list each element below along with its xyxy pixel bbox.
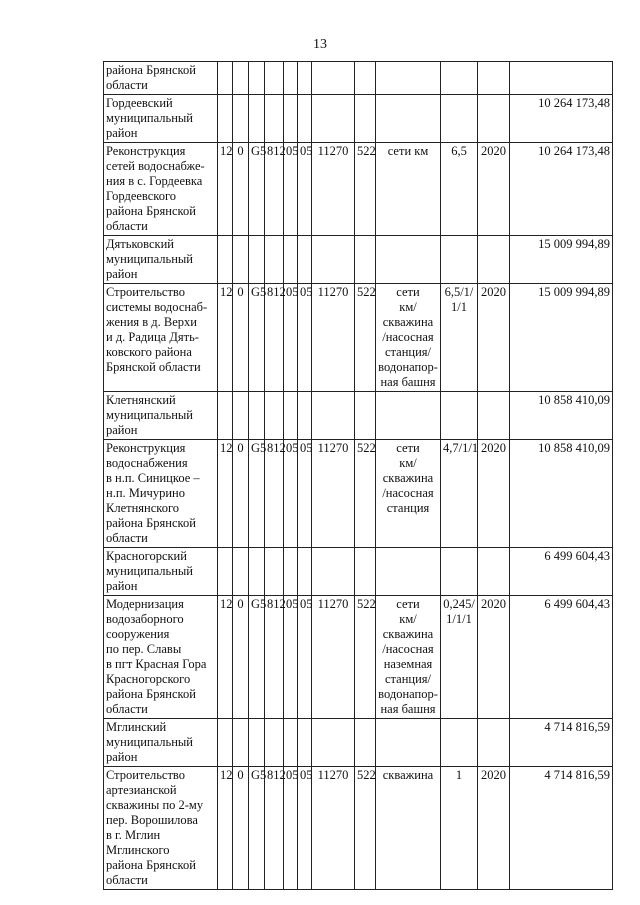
object-type-cell: сети км: [376, 143, 441, 236]
code-expense-type-cell: [355, 719, 376, 767]
code-subprogram-cell: [233, 62, 249, 95]
code-expense-type-cell: [355, 548, 376, 596]
code-project-cell: [249, 392, 265, 440]
code-program-cell: [218, 236, 233, 284]
amount-cell: 10 264 173,48: [510, 95, 613, 143]
object-type-cell: [376, 236, 441, 284]
code-subprogram-cell: [233, 548, 249, 596]
code-subsection-cell: 05: [298, 440, 312, 548]
code-direction-cell: [312, 392, 355, 440]
code-project-cell: G5: [249, 284, 265, 392]
object-type-cell: [376, 548, 441, 596]
project-row: [104, 440, 613, 548]
code-direction-cell: [312, 548, 355, 596]
code-expense-type-cell: [355, 95, 376, 143]
capacity-cell: 6,5/1/ 1/1: [441, 284, 478, 392]
code-subsection-cell: [298, 62, 312, 95]
code-program-cell: 12: [218, 143, 233, 236]
code-subprogram-cell: 0: [233, 767, 249, 890]
code-gr-cell: 812: [265, 596, 284, 719]
budget-table: [103, 61, 613, 890]
district-row: [104, 95, 613, 143]
code-gr-cell: [265, 392, 284, 440]
code-expense-type-cell: [355, 62, 376, 95]
district-row: [104, 392, 613, 440]
object-type-cell: [376, 62, 441, 95]
code-gr-cell: [265, 62, 284, 95]
project-row: [104, 284, 613, 392]
code-subsection-cell: [298, 719, 312, 767]
code-project-cell: [249, 236, 265, 284]
code-program-cell: 12: [218, 440, 233, 548]
code-program-cell: 12: [218, 284, 233, 392]
code-subsection-cell: [298, 548, 312, 596]
code-subsection-cell: [298, 95, 312, 143]
amount-cell: 15 009 994,89: [510, 284, 613, 392]
district-row: [104, 236, 613, 284]
code-expense-type-cell: 522: [355, 440, 376, 548]
capacity-cell: 4,7/1/1: [441, 440, 478, 548]
code-direction-cell: [312, 62, 355, 95]
capacity-cell: [441, 236, 478, 284]
code-gr-cell: 812: [265, 767, 284, 890]
item-name-cell: Красногорский муниципальный район: [104, 548, 218, 596]
code-project-cell: [249, 95, 265, 143]
district-row: [104, 548, 613, 596]
code-section-cell: 05: [284, 440, 298, 548]
code-subprogram-cell: 0: [233, 143, 249, 236]
code-expense-type-cell: 522: [355, 596, 376, 719]
code-subprogram-cell: 0: [233, 440, 249, 548]
code-program-cell: [218, 62, 233, 95]
year-cell: [478, 548, 510, 596]
page-number: 13: [313, 37, 327, 52]
amount-cell: 15 009 994,89: [510, 236, 613, 284]
code-direction-cell: 11270: [312, 767, 355, 890]
code-gr-cell: 812: [265, 143, 284, 236]
code-section-cell: 05: [284, 284, 298, 392]
code-program-cell: [218, 95, 233, 143]
amount-cell: 4 714 816,59: [510, 767, 613, 890]
code-subprogram-cell: [233, 95, 249, 143]
code-section-cell: [284, 392, 298, 440]
project-row: [104, 143, 613, 236]
code-expense-type-cell: 522: [355, 143, 376, 236]
year-cell: 2020: [478, 596, 510, 719]
code-project-cell: [249, 62, 265, 95]
object-type-cell: сети км/скважина /насосная наземная станция/ водонапор- ная башня: [376, 596, 441, 719]
code-gr-cell: [265, 95, 284, 143]
code-direction-cell: [312, 236, 355, 284]
code-subprogram-cell: [233, 392, 249, 440]
code-expense-type-cell: [355, 236, 376, 284]
amount-cell: 6 499 604,43: [510, 548, 613, 596]
year-cell: 2020: [478, 440, 510, 548]
item-name-cell: Реконструкция водоснабжения в н.п. Синицкое – н.п. Мичурино Клетнянского района Брянской области: [104, 440, 218, 548]
code-program-cell: 12: [218, 767, 233, 890]
code-program-cell: [218, 548, 233, 596]
amount-cell: 10 858 410,09: [510, 392, 613, 440]
item-name-cell: Мглинский муниципальный район: [104, 719, 218, 767]
code-gr-cell: [265, 548, 284, 596]
code-expense-type-cell: 522: [355, 767, 376, 890]
code-gr-cell: [265, 719, 284, 767]
code-subsection-cell: 05: [298, 143, 312, 236]
code-section-cell: [284, 95, 298, 143]
object-type-cell: сети км/скважина /насосная станция/ водонапор- ная башня: [376, 284, 441, 392]
year-cell: [478, 719, 510, 767]
code-direction-cell: [312, 719, 355, 767]
code-subsection-cell: 05: [298, 284, 312, 392]
object-type-cell: [376, 719, 441, 767]
code-gr-cell: [265, 236, 284, 284]
year-cell: 2020: [478, 767, 510, 890]
capacity-cell: 0,245/ 1/1/1: [441, 596, 478, 719]
code-section-cell: 05: [284, 767, 298, 890]
code-direction-cell: 11270: [312, 143, 355, 236]
code-gr-cell: 812: [265, 440, 284, 548]
code-expense-type-cell: [355, 392, 376, 440]
code-program-cell: [218, 719, 233, 767]
year-cell: 2020: [478, 284, 510, 392]
code-subprogram-cell: 0: [233, 596, 249, 719]
code-gr-cell: 812: [265, 284, 284, 392]
item-name-cell: Модернизация водозаборного сооружения по пер. Славы в пгт Красная Гора Красногорского района Брянской области: [104, 596, 218, 719]
code-subsection-cell: [298, 236, 312, 284]
year-cell: [478, 236, 510, 284]
code-subprogram-cell: [233, 719, 249, 767]
code-section-cell: [284, 236, 298, 284]
code-subprogram-cell: [233, 236, 249, 284]
code-project-cell: G5: [249, 596, 265, 719]
project-row: [104, 767, 613, 890]
item-name-cell: Строительство системы водоснаб- жения в д. Верхи и д. Радица Дять- ковского района Брянской области: [104, 284, 218, 392]
project-row: [104, 596, 613, 719]
capacity-cell: 6,5: [441, 143, 478, 236]
code-section-cell: [284, 548, 298, 596]
code-project-cell: [249, 548, 265, 596]
code-project-cell: G5: [249, 767, 265, 890]
code-section-cell: 05: [284, 143, 298, 236]
amount-cell: 6 499 604,43: [510, 596, 613, 719]
code-section-cell: 05: [284, 596, 298, 719]
amount-cell: 10 264 173,48: [510, 143, 613, 236]
code-project-cell: G5: [249, 143, 265, 236]
year-cell: 2020: [478, 143, 510, 236]
item-name-cell: Дятьковский муниципальный район: [104, 236, 218, 284]
capacity-cell: 1: [441, 767, 478, 890]
object-type-cell: сети км/скважина /насосная станция: [376, 440, 441, 548]
code-section-cell: [284, 62, 298, 95]
object-type-cell: [376, 95, 441, 143]
code-project-cell: [249, 719, 265, 767]
item-name-cell: района Брянской области: [104, 62, 218, 95]
code-program-cell: 12: [218, 596, 233, 719]
year-cell: [478, 392, 510, 440]
item-name-cell: Гордеевский муниципальный район: [104, 95, 218, 143]
code-subprogram-cell: 0: [233, 284, 249, 392]
item-name-cell: Реконструкция сетей водоснабже- ния в с. Гордеевка Гордеевского района Брянской области: [104, 143, 218, 236]
year-cell: [478, 62, 510, 95]
amount-cell: 4 714 816,59: [510, 719, 613, 767]
capacity-cell: [441, 62, 478, 95]
code-subsection-cell: 05: [298, 767, 312, 890]
object-type-cell: [376, 392, 441, 440]
code-project-cell: G5: [249, 440, 265, 548]
capacity-cell: [441, 548, 478, 596]
code-direction-cell: 11270: [312, 596, 355, 719]
capacity-cell: [441, 95, 478, 143]
code-program-cell: [218, 392, 233, 440]
district-row: [104, 62, 613, 95]
code-direction-cell: [312, 95, 355, 143]
code-subsection-cell: 05: [298, 596, 312, 719]
capacity-cell: [441, 392, 478, 440]
code-expense-type-cell: 522: [355, 284, 376, 392]
amount-cell: 10 858 410,09: [510, 440, 613, 548]
capacity-cell: [441, 719, 478, 767]
amount-cell: [510, 62, 613, 95]
code-direction-cell: 11270: [312, 284, 355, 392]
item-name-cell: Строительство артезианской скважины по 2-му пер. Ворошилова в г. Мглин Мглинского района Брянской области: [104, 767, 218, 890]
item-name-cell: Клетнянский муниципальный район: [104, 392, 218, 440]
code-direction-cell: 11270: [312, 440, 355, 548]
district-row: [104, 719, 613, 767]
code-subsection-cell: [298, 392, 312, 440]
object-type-cell: скважина: [376, 767, 441, 890]
year-cell: [478, 95, 510, 143]
code-section-cell: [284, 719, 298, 767]
